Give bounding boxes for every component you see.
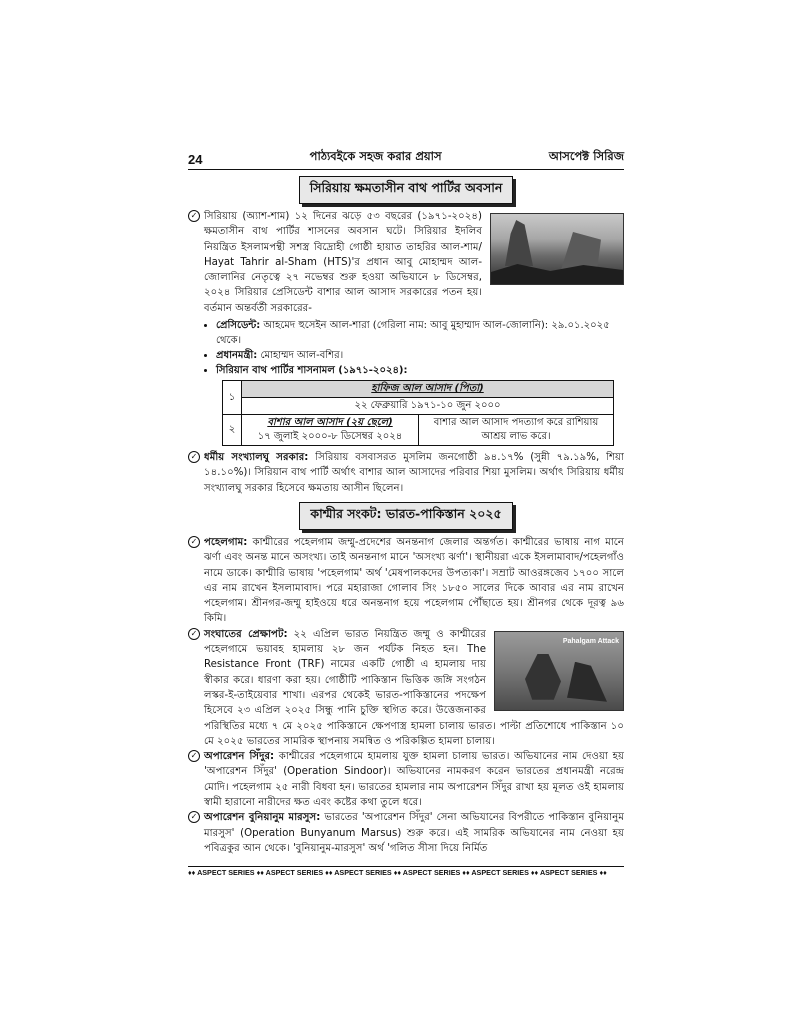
baath-rule-table (222, 380, 614, 446)
table-row (223, 398, 614, 415)
ruler-cell (242, 415, 419, 446)
list-item (216, 363, 624, 378)
list-item (216, 348, 624, 363)
check-circle-icon: ✓ (188, 210, 200, 222)
row-index: ১ (223, 381, 242, 415)
content-area (188, 148, 624, 856)
photo-caption: Pahalgam Attack (562, 637, 619, 645)
check-circle-icon: ✓ (188, 628, 200, 640)
minority-label: ধর্মীয় সংখ্যালঘু সরকার: (204, 452, 309, 464)
page-header (188, 148, 624, 170)
bullet-text: মোহাম্মদ আল-বশির। (257, 350, 344, 362)
check-circle-icon: ✓ (188, 811, 200, 823)
check-circle-icon: ✓ (188, 750, 200, 762)
minority-paragraph (188, 450, 624, 496)
syria-photo (490, 213, 624, 285)
check-circle-icon: ✓ (188, 451, 200, 463)
row-index: ২ (223, 415, 242, 446)
bullet-label: প্রেসিডেন্ট: (216, 320, 261, 332)
syria-intro (188, 209, 624, 316)
pahalgam-photo (494, 631, 624, 711)
syria-intro-text: সিরিয়ায় (অ্যাশ-শাম) ১২ দিনের ঝড়ে ৫৩ বছরের (১৯৭১-২০২৪) ক্ষমতাসীন বাথ পার্টির শাসনের অবসান ঘটে। সিরিয়ার ইদলিব নিয়ন্ত্রিত ইসলামপন্থী সশস্ত্র বিদ্রোহী গোষ্ঠী হায়াত তাহরির আল-শাম/ Hayat Tahrir al-Sham (HTS)'র প্রধান আবু মোহাম্মদ আল-জোলানির নেতৃত্বে ২৭ নভেম্বর শুরু হওয়া অভিযানে ৮ ডিসেম্বর, ২০২৪ সিরিয়ার প্রেসিডেন্ট বাশার আল আসাদ সরকারের পতন হয়। বর্তমান অন্তর্বর্তী সরকারের- (204, 211, 482, 314)
table-row (223, 381, 614, 398)
list-item (216, 318, 624, 348)
section-title-syria: সিরিয়ায় ক্ষমতাসীন বাথ পার্টির অবসান (299, 176, 514, 204)
item-text: ২২ এপ্রিল ভারত নিয়ন্ত্রিত জম্মু ও কাশ্মীরের পহেলগামে ভয়াবহ হামলায় ২৮ জন পর্যটক নিহত হন। The Resistance Front (TRF) নামের একটি গোষ্ঠী এ হামলায় দায় স্বীকার করে। ধারণা করা হয়। গোষ্ঠীটি পাকিস্তান ভিত্তিক জঙ্গি সংগঠন লস্কর-ই-তাইয়েবার শাখা। এরপর থেকেই ভারত-পাকিস্তানের পদক্ষেপ হিসেবে ২৩ এপ্রিল ২০২৫ সিন্ধু পানি চুক্তি স্থগিত করে। উত্তেজনাকর পরিস্থিতির মধ্যে ৭ মে ২০২৫ পাকিস্তানে ক্ষেপণাস্ত্র হামলা চালায় ভারত। পাল্টা প্রতিশোধে পাকিস্তান ১০ মে ২০২৫ ভারতের সামরিক স্থাপনায় সমন্বিত ও পরিকল্পিত হামলা চালায়। (204, 628, 624, 747)
sindoor-paragraph (188, 749, 624, 810)
page-footer: ♦♦ ASPECT SERIES ♦♦ ASPECT SERIES ♦♦ ASPECT SERIES ♦♦ ASPECT SERIES ♦♦ ASPECT SERIES ♦♦ ASPECT SERIES ♦♦ (188, 866, 624, 877)
ruler-note: বাশার আল আসাদ পদত্যাগ করে রাশিয়ায় আশ্রয় লাভ করে। (419, 415, 614, 446)
ruler-date: ১৭ জুলাই ২০০০-৮ ডিসেম্বর ২০২৪ (257, 431, 403, 443)
government-list (188, 318, 624, 378)
pahalgam-paragraph (188, 535, 624, 627)
check-circle-icon: ✓ (188, 536, 200, 548)
minority-text: সিরিয়ায় বসবাসরত মুসলিম জনগোষ্ঠী ৯৪.১৭% (সুন্নী ৭৯.১৯%, শিয়া ১৪.১০%)। সিরিয়ান বাথ পার্টি অর্থাৎ বাশার আল আসাদের পরিবার শিয়া মুসলিম। অর্থাৎ সিরিয়ায় ধর্মীয় সংখ্যালঘু সরকার হিসেবে ক্ষমতায় আসীন ছিলেন। (204, 452, 624, 494)
header-center-text: পাঠ্যবইকে সহজ করার প্রয়াস (309, 149, 442, 163)
item-label: অপারেশন সিঁদুর: (204, 751, 275, 763)
page-number: 24 (188, 152, 203, 167)
table-row (223, 415, 614, 446)
item-text: ভারতের 'অপারেশন সিঁদুর' সেনা অভিযানের বিপরীতে পাকিস্তান বুনিয়ানুম মারসুস' (Operation Bunyanum Marsus) শুরু করে। এই সামরিক অভিযানের নাম নেওয়া হয় পবিত্রকুর আন থেকে। 'বুনিয়ানুম-মারসুস' অর্থ 'গলিত সীসা দিয়ে নির্মিত (204, 812, 624, 854)
ruler-name: হাফিজ আল আসাদ (পিতা) (242, 381, 614, 398)
section-title-kashmir: কাশ্মীর সংকট: ভারত-পাকিস্তান ২০২৫ (299, 502, 512, 530)
conflict-paragraph (188, 627, 624, 749)
bullet-text: আহমেদ হুসেইন আল-শারা (গেরিলা নাম: আবু মুহাম্মাদ আল-জোলানি): ২৯.০১.২০২৫ থেকে। (216, 320, 610, 347)
item-label: সংঘাতের প্রেক্ষাপট: (204, 628, 288, 640)
bunyanum-paragraph (188, 810, 624, 856)
item-label: অপারেশন বুনিয়ানুম মারসুস: (204, 812, 321, 824)
bullet-label: সিরিয়ান বাথ পার্টির শাসনামল (১৯৭১-২০২৪): (216, 365, 408, 377)
ruler-name: বাশার আল আসাদ (২য় ছেলে) (267, 417, 393, 429)
bullet-label: প্রধানমন্ত্রী: (216, 350, 258, 362)
item-text: কাশ্মীরের পহেলগামে হামলায় যুক্ত হামলা চালায় ভারত। অভিযানের নাম দেওয়া হয় 'অপারেশন সিঁদুর' (Operation Sindoor)। অভিযানের নামকরণ করেন ভারতের প্রধানমন্ত্রী নরেন্দ্র মোদি। পহেলগাম ২৫ নারী বিধবা হন। ভারতের হামলার নাম অপারেশন সিঁদুর রাখা হয় মূলত ওই হামলায় স্বামী হারানো নারীদের ক্ষত এবং কষ্টের কথা তুলে ধরে। (204, 751, 624, 809)
ruler-date: ২২ ফেব্রুয়ারি ১৯৭১-১০ জুন ২০০০ (242, 398, 614, 415)
item-label: পহেলগাম: (204, 536, 248, 548)
header-right-text: আসপেক্ট সিরিজ (548, 149, 624, 163)
item-text: কাশ্মীরের পহেলগাম জম্মু-প্রদেশের অনন্তনাগ জেলার অন্তর্গত। কাশ্মীরের ভাষায় নাগ মানে ঝর্ণা এবং অনন্ত মানে অসংখ্য। তাই অনন্তনাগ মানে 'অসংখ্য ঝর্ণা'। স্থানীয়রা একে ইসলামাবাদ/পহেলগাঁও নামে ডাকে। কাশ্মীরি ভাষায় 'পহেলগাম' অর্থ 'মেষপালকদের উপত্যকা'। সম্রাট আওরঙ্গজেব ১৭০০ সালে এর নাম রাখেন ইসলামাবাদ। পরে মহারাজা গোলাব সিং ১৮৫০ সালের দিকে আবার এর নাম রাখেন পহেলগাম। শ্রীনগর-জম্মু হাইওয়ে ধরে অনন্তনাগ হয়ে পহেলগাম পৌঁছাতে হয়। শ্রীনগর থেকে দূরত্ব ৯৬ কিমি। (204, 536, 624, 625)
